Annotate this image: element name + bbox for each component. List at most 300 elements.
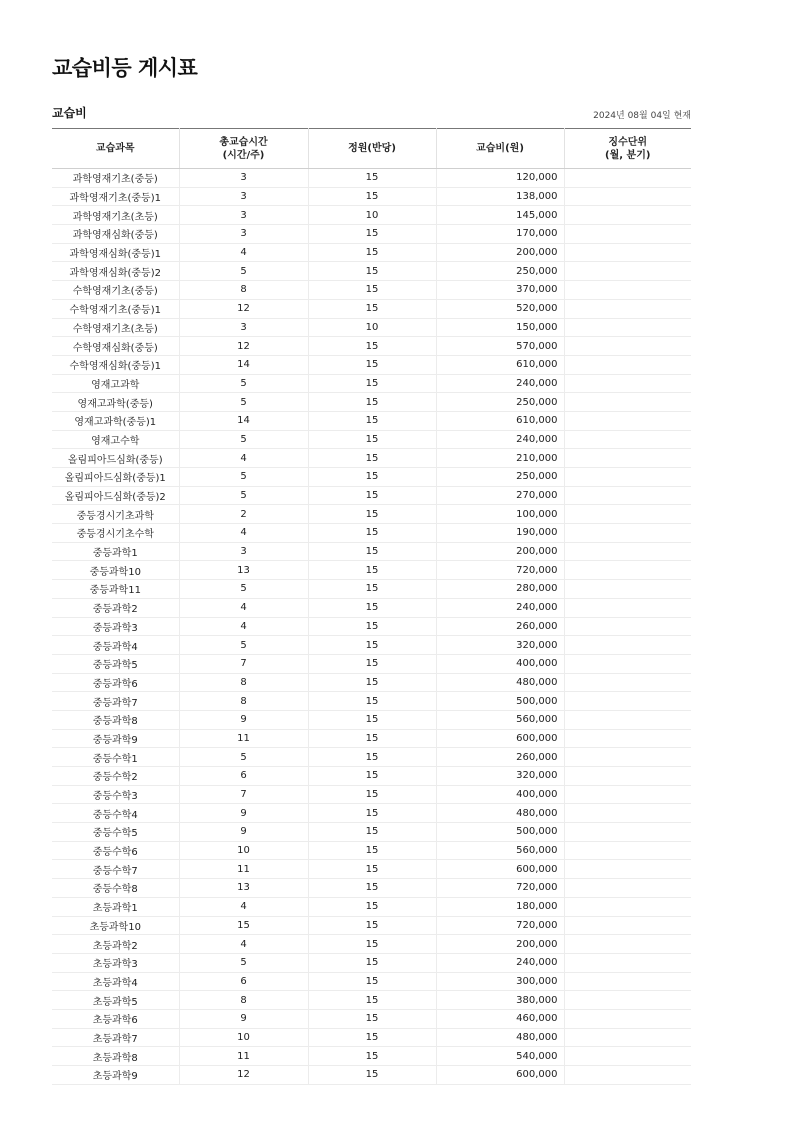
cell-capacity: 15 xyxy=(308,524,436,543)
cell-course: 중등수학7 xyxy=(52,860,179,879)
cell-hours: 4 xyxy=(179,598,308,617)
table-row xyxy=(52,225,691,244)
cell-capacity: 15 xyxy=(308,897,436,916)
cell-capacity: 15 xyxy=(308,673,436,692)
cell-capacity: 15 xyxy=(308,654,436,673)
table-row xyxy=(52,169,691,188)
cell-fee: 460,000 xyxy=(436,1009,564,1028)
table-row xyxy=(52,318,691,337)
table-header-row xyxy=(52,129,691,169)
cell-unit xyxy=(564,935,691,954)
cell-unit xyxy=(564,299,691,318)
cell-fee: 480,000 xyxy=(436,1028,564,1047)
cell-unit xyxy=(564,393,691,412)
cell-hours: 9 xyxy=(179,1009,308,1028)
table-row xyxy=(52,1028,691,1047)
cell-course: 과학영재기초(중등) xyxy=(52,169,179,188)
cell-unit xyxy=(564,673,691,692)
cell-capacity: 15 xyxy=(308,860,436,879)
cell-course: 중등수학2 xyxy=(52,767,179,786)
cell-capacity: 15 xyxy=(308,355,436,374)
cell-hours: 4 xyxy=(179,935,308,954)
cell-hours: 13 xyxy=(179,561,308,580)
cell-hours: 5 xyxy=(179,262,308,281)
cell-fee: 720,000 xyxy=(436,916,564,935)
cell-unit xyxy=(564,617,691,636)
cell-capacity: 15 xyxy=(308,411,436,430)
table-row xyxy=(52,187,691,206)
table-row xyxy=(52,430,691,449)
cell-course: 초등과학7 xyxy=(52,1028,179,1047)
table-row xyxy=(52,374,691,393)
cell-course: 초등과학9 xyxy=(52,1066,179,1085)
cell-hours: 5 xyxy=(179,748,308,767)
cell-fee: 250,000 xyxy=(436,262,564,281)
cell-course: 초등과학2 xyxy=(52,935,179,954)
table-row xyxy=(52,524,691,543)
cell-capacity: 15 xyxy=(308,337,436,356)
table-row xyxy=(52,411,691,430)
cell-course: 중등수학1 xyxy=(52,748,179,767)
cell-fee: 260,000 xyxy=(436,748,564,767)
cell-capacity: 15 xyxy=(308,580,436,599)
cell-course: 과학영재심화(중등) xyxy=(52,225,179,244)
cell-hours: 13 xyxy=(179,879,308,898)
cell-fee: 570,000 xyxy=(436,337,564,356)
cell-fee: 400,000 xyxy=(436,654,564,673)
cell-fee: 240,000 xyxy=(436,953,564,972)
cell-fee: 270,000 xyxy=(436,486,564,505)
table-row xyxy=(52,710,691,729)
cell-course: 과학영재기초(초등) xyxy=(52,206,179,225)
cell-capacity: 15 xyxy=(308,879,436,898)
cell-hours: 9 xyxy=(179,823,308,842)
cell-hours: 11 xyxy=(179,1047,308,1066)
header-fee: 교습비(원) xyxy=(436,129,564,169)
cell-unit xyxy=(564,337,691,356)
cell-fee: 720,000 xyxy=(436,879,564,898)
cell-capacity: 15 xyxy=(308,187,436,206)
table-row xyxy=(52,299,691,318)
cell-course: 초등과학4 xyxy=(52,972,179,991)
cell-course: 영재고과학(중등)1 xyxy=(52,411,179,430)
cell-capacity: 15 xyxy=(308,486,436,505)
cell-course: 수학영재심화(중등)1 xyxy=(52,355,179,374)
cell-fee: 180,000 xyxy=(436,897,564,916)
table-row xyxy=(52,262,691,281)
cell-course: 중등과학10 xyxy=(52,561,179,580)
cell-fee: 320,000 xyxy=(436,767,564,786)
cell-fee: 100,000 xyxy=(436,505,564,524)
cell-hours: 5 xyxy=(179,393,308,412)
cell-course: 올림피아드심화(중등) xyxy=(52,449,179,468)
table-row xyxy=(52,561,691,580)
cell-hours: 8 xyxy=(179,673,308,692)
cell-unit xyxy=(564,636,691,655)
table-row xyxy=(52,449,691,468)
cell-fee: 540,000 xyxy=(436,1047,564,1066)
cell-course: 수학영재기초(중등)1 xyxy=(52,299,179,318)
cell-hours: 3 xyxy=(179,206,308,225)
cell-capacity: 15 xyxy=(308,692,436,711)
cell-course: 중등과학2 xyxy=(52,598,179,617)
cell-capacity: 15 xyxy=(308,169,436,188)
cell-course: 중등수학3 xyxy=(52,785,179,804)
cell-fee: 520,000 xyxy=(436,299,564,318)
cell-fee: 600,000 xyxy=(436,729,564,748)
section-header xyxy=(52,104,691,124)
cell-unit xyxy=(564,411,691,430)
cell-hours: 12 xyxy=(179,1066,308,1085)
cell-fee: 500,000 xyxy=(436,692,564,711)
table-row xyxy=(52,1066,691,1085)
cell-fee: 370,000 xyxy=(436,281,564,300)
table-row xyxy=(52,617,691,636)
cell-unit xyxy=(564,374,691,393)
table-row xyxy=(52,692,691,711)
cell-hours: 6 xyxy=(179,972,308,991)
cell-fee: 320,000 xyxy=(436,636,564,655)
cell-capacity: 15 xyxy=(308,1047,436,1066)
cell-hours: 4 xyxy=(179,617,308,636)
cell-hours: 15 xyxy=(179,916,308,935)
cell-fee: 240,000 xyxy=(436,430,564,449)
cell-course: 영재고과학(중등) xyxy=(52,393,179,412)
cell-fee: 200,000 xyxy=(436,542,564,561)
table-row xyxy=(52,580,691,599)
cell-unit xyxy=(564,897,691,916)
cell-course: 중등경시기초과학 xyxy=(52,505,179,524)
table-row xyxy=(52,468,691,487)
cell-capacity: 15 xyxy=(308,748,436,767)
cell-capacity: 15 xyxy=(308,636,436,655)
table-row xyxy=(52,972,691,991)
table-row xyxy=(52,542,691,561)
cell-unit xyxy=(564,262,691,281)
cell-hours: 14 xyxy=(179,411,308,430)
cell-unit xyxy=(564,916,691,935)
cell-course: 중등과학3 xyxy=(52,617,179,636)
table-row xyxy=(52,879,691,898)
table-row xyxy=(52,953,691,972)
cell-course: 중등과학11 xyxy=(52,580,179,599)
cell-capacity: 15 xyxy=(308,542,436,561)
cell-unit xyxy=(564,841,691,860)
cell-capacity: 15 xyxy=(308,916,436,935)
cell-capacity: 15 xyxy=(308,729,436,748)
table-row xyxy=(52,281,691,300)
cell-hours: 3 xyxy=(179,318,308,337)
cell-unit xyxy=(564,449,691,468)
cell-course: 과학영재기초(중등)1 xyxy=(52,187,179,206)
cell-hours: 7 xyxy=(179,785,308,804)
cell-unit xyxy=(564,542,691,561)
cell-course: 초등과학6 xyxy=(52,1009,179,1028)
cell-hours: 12 xyxy=(179,337,308,356)
cell-course: 올림피아드심화(중등)2 xyxy=(52,486,179,505)
cell-unit xyxy=(564,598,691,617)
cell-fee: 240,000 xyxy=(436,598,564,617)
cell-capacity: 15 xyxy=(308,1066,436,1085)
table-row xyxy=(52,729,691,748)
cell-hours: 2 xyxy=(179,505,308,524)
cell-hours: 10 xyxy=(179,1028,308,1047)
section-title: 교습비 xyxy=(52,106,87,120)
cell-course: 중등수학6 xyxy=(52,841,179,860)
cell-fee: 380,000 xyxy=(436,991,564,1010)
cell-fee: 480,000 xyxy=(436,673,564,692)
cell-hours: 14 xyxy=(179,355,308,374)
cell-course: 중등경시기초수학 xyxy=(52,524,179,543)
cell-unit xyxy=(564,823,691,842)
cell-hours: 5 xyxy=(179,580,308,599)
cell-capacity: 15 xyxy=(308,299,436,318)
table-row xyxy=(52,916,691,935)
cell-unit xyxy=(564,785,691,804)
cell-unit xyxy=(564,767,691,786)
cell-course: 영재고수학 xyxy=(52,430,179,449)
cell-fee: 250,000 xyxy=(436,468,564,487)
cell-unit xyxy=(564,430,691,449)
table-row xyxy=(52,804,691,823)
cell-hours: 4 xyxy=(179,243,308,262)
cell-fee: 600,000 xyxy=(436,860,564,879)
cell-fee: 610,000 xyxy=(436,355,564,374)
cell-unit xyxy=(564,318,691,337)
cell-unit xyxy=(564,748,691,767)
cell-fee: 260,000 xyxy=(436,617,564,636)
cell-hours: 5 xyxy=(179,468,308,487)
cell-fee: 280,000 xyxy=(436,580,564,599)
cell-hours: 5 xyxy=(179,486,308,505)
cell-capacity: 15 xyxy=(308,374,436,393)
cell-fee: 138,000 xyxy=(436,187,564,206)
cell-capacity: 15 xyxy=(308,767,436,786)
cell-unit xyxy=(564,1009,691,1028)
cell-unit xyxy=(564,692,691,711)
cell-course: 올림피아드심화(중등)1 xyxy=(52,468,179,487)
table-row xyxy=(52,991,691,1010)
cell-unit xyxy=(564,187,691,206)
cell-hours: 4 xyxy=(179,524,308,543)
cell-course: 과학영재심화(중등)1 xyxy=(52,243,179,262)
cell-course: 중등과학8 xyxy=(52,710,179,729)
cell-course: 영재고과학 xyxy=(52,374,179,393)
table-row xyxy=(52,860,691,879)
cell-unit xyxy=(564,505,691,524)
cell-hours: 12 xyxy=(179,299,308,318)
cell-course: 과학영재심화(중등)2 xyxy=(52,262,179,281)
cell-fee: 600,000 xyxy=(436,1066,564,1085)
cell-fee: 150,000 xyxy=(436,318,564,337)
cell-fee: 560,000 xyxy=(436,710,564,729)
cell-course: 중등과학5 xyxy=(52,654,179,673)
cell-capacity: 15 xyxy=(308,468,436,487)
as-of-date: 2024년 08월 04일 현재 xyxy=(593,111,691,121)
cell-unit xyxy=(564,860,691,879)
table-row xyxy=(52,393,691,412)
cell-fee: 120,000 xyxy=(436,169,564,188)
cell-unit xyxy=(564,879,691,898)
table-row xyxy=(52,598,691,617)
cell-hours: 3 xyxy=(179,187,308,206)
cell-unit xyxy=(564,804,691,823)
cell-hours: 11 xyxy=(179,729,308,748)
cell-fee: 240,000 xyxy=(436,374,564,393)
table-row xyxy=(52,355,691,374)
header-hours: 총교습시간 (시간/주) xyxy=(179,129,308,169)
cell-capacity: 15 xyxy=(308,449,436,468)
cell-hours: 3 xyxy=(179,542,308,561)
cell-capacity: 15 xyxy=(308,972,436,991)
cell-course: 중등수학8 xyxy=(52,879,179,898)
cell-capacity: 15 xyxy=(308,262,436,281)
header-course: 교습과목 xyxy=(52,129,179,169)
cell-fee: 560,000 xyxy=(436,841,564,860)
page-title: 교습비등 게시표 xyxy=(52,56,198,80)
table-row xyxy=(52,636,691,655)
cell-fee: 200,000 xyxy=(436,935,564,954)
table-row xyxy=(52,673,691,692)
cell-unit xyxy=(564,972,691,991)
cell-unit xyxy=(564,654,691,673)
cell-unit xyxy=(564,580,691,599)
cell-capacity: 15 xyxy=(308,281,436,300)
cell-unit xyxy=(564,524,691,543)
cell-hours: 11 xyxy=(179,860,308,879)
cell-capacity: 15 xyxy=(308,953,436,972)
cell-fee: 170,000 xyxy=(436,225,564,244)
cell-capacity: 15 xyxy=(308,393,436,412)
cell-hours: 10 xyxy=(179,841,308,860)
cell-hours: 8 xyxy=(179,692,308,711)
cell-unit xyxy=(564,206,691,225)
table-row xyxy=(52,505,691,524)
cell-unit xyxy=(564,281,691,300)
cell-capacity: 10 xyxy=(308,206,436,225)
cell-capacity: 15 xyxy=(308,804,436,823)
cell-course: 중등과학1 xyxy=(52,542,179,561)
cell-hours: 5 xyxy=(179,953,308,972)
table-row xyxy=(52,337,691,356)
cell-course: 중등과학9 xyxy=(52,729,179,748)
table-row xyxy=(52,654,691,673)
cell-course: 중등과학6 xyxy=(52,673,179,692)
cell-course: 중등과학4 xyxy=(52,636,179,655)
cell-capacity: 15 xyxy=(308,561,436,580)
cell-fee: 145,000 xyxy=(436,206,564,225)
cell-capacity: 15 xyxy=(308,991,436,1010)
cell-hours: 3 xyxy=(179,225,308,244)
cell-fee: 300,000 xyxy=(436,972,564,991)
cell-capacity: 15 xyxy=(308,841,436,860)
cell-fee: 480,000 xyxy=(436,804,564,823)
cell-hours: 9 xyxy=(179,710,308,729)
table-body xyxy=(52,169,691,1085)
cell-course: 초등과학5 xyxy=(52,991,179,1010)
cell-unit xyxy=(564,355,691,374)
cell-unit xyxy=(564,561,691,580)
cell-hours: 8 xyxy=(179,281,308,300)
cell-unit xyxy=(564,468,691,487)
cell-hours: 5 xyxy=(179,430,308,449)
cell-course: 초등과학8 xyxy=(52,1047,179,1066)
cell-fee: 500,000 xyxy=(436,823,564,842)
table-row xyxy=(52,206,691,225)
table-row xyxy=(52,935,691,954)
cell-capacity: 15 xyxy=(308,243,436,262)
table-row xyxy=(52,1047,691,1066)
cell-fee: 610,000 xyxy=(436,411,564,430)
cell-fee: 250,000 xyxy=(436,393,564,412)
cell-hours: 7 xyxy=(179,654,308,673)
cell-unit xyxy=(564,991,691,1010)
cell-unit xyxy=(564,953,691,972)
cell-course: 수학영재기초(중등) xyxy=(52,281,179,300)
cell-capacity: 15 xyxy=(308,598,436,617)
table-row xyxy=(52,785,691,804)
header-unit: 징수단위 (월, 분기) xyxy=(564,129,691,169)
cell-capacity: 15 xyxy=(308,505,436,524)
cell-unit xyxy=(564,1028,691,1047)
table-row xyxy=(52,823,691,842)
cell-unit xyxy=(564,1066,691,1085)
cell-course: 초등과학3 xyxy=(52,953,179,972)
cell-hours: 8 xyxy=(179,991,308,1010)
cell-course: 중등과학7 xyxy=(52,692,179,711)
cell-capacity: 15 xyxy=(308,823,436,842)
cell-unit xyxy=(564,729,691,748)
table-row xyxy=(52,748,691,767)
cell-hours: 4 xyxy=(179,897,308,916)
cell-fee: 190,000 xyxy=(436,524,564,543)
cell-fee: 200,000 xyxy=(436,243,564,262)
cell-capacity: 15 xyxy=(308,935,436,954)
cell-hours: 4 xyxy=(179,449,308,468)
cell-capacity: 15 xyxy=(308,225,436,244)
cell-fee: 400,000 xyxy=(436,785,564,804)
cell-unit xyxy=(564,1047,691,1066)
cell-capacity: 15 xyxy=(308,785,436,804)
table-row xyxy=(52,243,691,262)
cell-unit xyxy=(564,486,691,505)
cell-course: 수학영재심화(중등) xyxy=(52,337,179,356)
cell-hours: 5 xyxy=(179,374,308,393)
cell-capacity: 15 xyxy=(308,1028,436,1047)
cell-unit xyxy=(564,169,691,188)
cell-hours: 5 xyxy=(179,636,308,655)
cell-course: 초등과학10 xyxy=(52,916,179,935)
cell-course: 중등수학4 xyxy=(52,804,179,823)
table-row xyxy=(52,486,691,505)
cell-hours: 3 xyxy=(179,169,308,188)
cell-capacity: 15 xyxy=(308,1009,436,1028)
table-row xyxy=(52,767,691,786)
cell-unit xyxy=(564,243,691,262)
cell-capacity: 10 xyxy=(308,318,436,337)
table-row xyxy=(52,1009,691,1028)
cell-course: 초등과학1 xyxy=(52,897,179,916)
tuition-fee-table xyxy=(52,128,691,1085)
cell-capacity: 15 xyxy=(308,430,436,449)
cell-hours: 9 xyxy=(179,804,308,823)
table-row xyxy=(52,841,691,860)
cell-capacity: 15 xyxy=(308,617,436,636)
cell-unit xyxy=(564,710,691,729)
table-row xyxy=(52,897,691,916)
cell-course: 수학영재기초(초등) xyxy=(52,318,179,337)
header-capacity: 정원(반당) xyxy=(308,129,436,169)
